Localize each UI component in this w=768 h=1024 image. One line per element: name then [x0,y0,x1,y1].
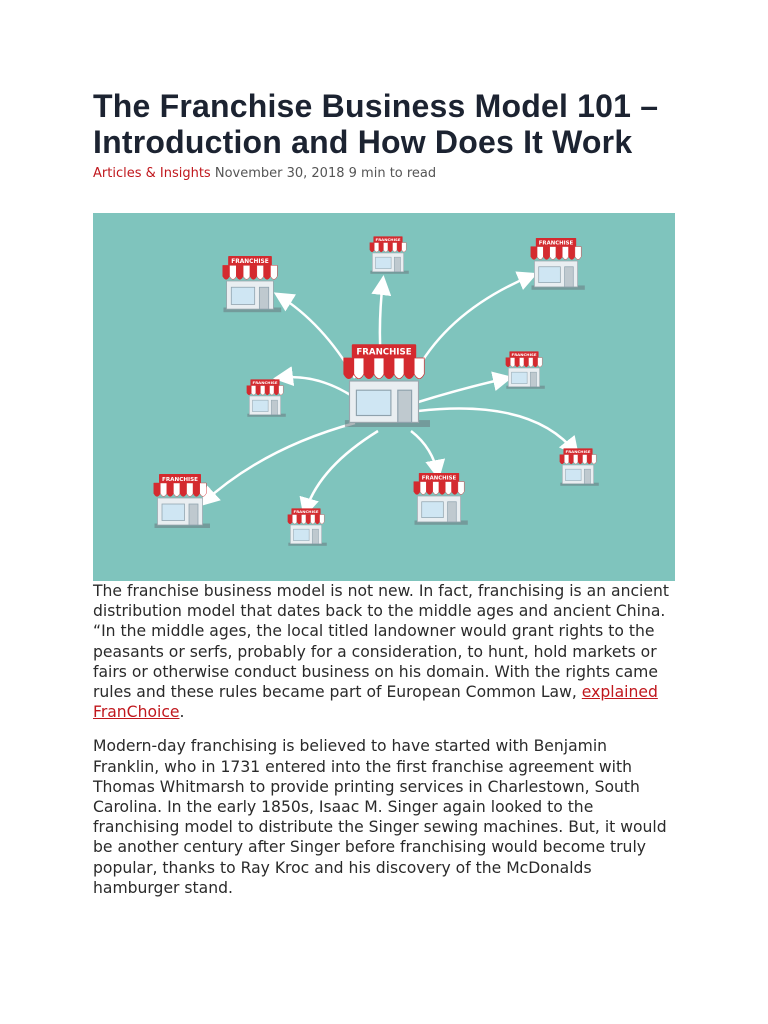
article-header [93,88,683,182]
article-meta [93,166,683,182]
store-top-middle [370,236,409,273]
article-title: The Franchise Business Model 101 – Introduction and How Does It Work [93,88,659,160]
connection-arrow [278,377,355,398]
store-mid-left [247,379,286,416]
connection-arrow [203,423,355,503]
store-mid-right [506,351,545,388]
store-bottom-center [414,473,468,525]
store-bottom-left [154,474,210,528]
connection-arrow [411,431,438,475]
store-sign-text: FRANCHISE [231,259,269,266]
connection-arrow [415,378,508,403]
paragraph-2: Modern-day franchising is believed to have started with Benjamin Franklin, who in 1731 entered into the first franchise agreement with Thomas Whitmarsh to provide printing services in Charlestown, South Carolina. In the early 1850s, Isaac M. Singer again looked to the franchising model to distribute the Singer sewing machines. But, it would be another century after Singer before franchising would become truly popular, thanks to Ray Kroc and his discovery of the McDonalds hamburger stand. [93,737,667,897]
store-right [560,448,599,485]
category-link[interactable]: Articles & Insights [93,166,211,181]
connection-arrow [305,431,378,513]
store-center [344,344,430,427]
store-sign-text: FRANCHISE [375,237,401,243]
store-top-left [223,256,282,312]
store-sign-text: FRANCHISE [162,476,198,483]
hero-illustration [93,213,675,581]
read-time: 9 min to read [348,166,437,181]
paragraph-1 [93,581,678,722]
store-sign-text: FRANCHISE [356,347,412,358]
store-sign-text: FRANCHISE [421,475,457,482]
store-sign-text: FRANCHISE [538,240,574,247]
paragraph-1-text: The franchise business model is not new. In fact, franchising is an ancient distribution model that dates back to the middle ages and ancient China. “In the middle ages, the local titled landowner would grant rights to the peasants or serfs, probably for a consideration, to hunt, hold markets or fairs or otherwise conduct business on his domain. With the rights came rules and these rules became part of European Common Law, [93,582,669,702]
store-sign-text: FRANCHISE [252,380,278,386]
store-sign-text: FRANCHISE [511,352,537,358]
explained-franchoice-link[interactable]: explained FranChoice [93,683,658,722]
article-body [93,581,678,912]
store-top-right [531,238,585,290]
paragraph-1-end: . [179,703,185,722]
store-bottom-middle [288,508,327,545]
store-sign-text: FRANCHISE [293,509,319,515]
franchise-network-diagram [93,213,675,581]
connection-arrow [418,409,576,453]
publish-date: November 30, 2018 [214,166,345,181]
store-sign-text: FRANCHISE [565,449,591,455]
